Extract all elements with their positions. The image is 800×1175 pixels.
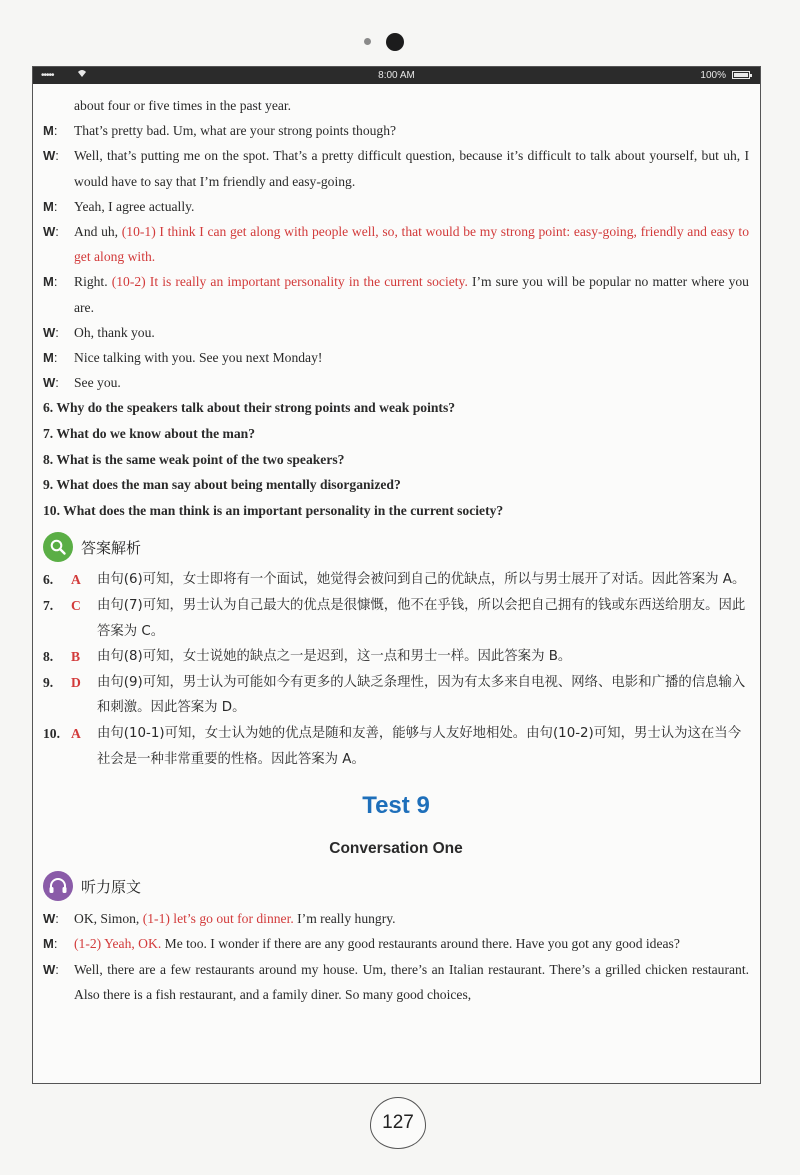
answer-explanation: 由句(10-1)可知，女士认为她的优点是随和友善，能够与人友好地相处。由句(10-2)可知，男士认为这在当今社会是一种非常重要的性格。因此答案为 A。	[97, 725, 742, 767]
dialogue-text	[74, 143, 749, 193]
answer-list	[43, 567, 749, 772]
status-time: 8:00 AM	[378, 70, 415, 81]
answer-item	[43, 670, 749, 721]
dialogue-line	[43, 957, 749, 1007]
speaker-label: W :	[43, 320, 74, 345]
speaker-label: W :	[43, 957, 74, 1007]
dialogue-line	[43, 118, 749, 143]
question-list	[43, 395, 749, 523]
battery-icon	[732, 71, 750, 79]
text-segment: Well, there are a few restaurants around my house. Um, there’s an Italian restaurant. There’s a grilled chicken restaurant. Also there is a fish restaurant, and a family diner. So many good choices,	[74, 961, 749, 1002]
dialogue-line	[43, 269, 749, 319]
transcript-section-title: 听力原文	[81, 877, 142, 896]
question-item: 10. What does the man think is an important personality in the current society?	[43, 502, 504, 518]
answer-item	[43, 644, 749, 670]
dialogue-text	[74, 93, 749, 118]
answer-number: 9.	[43, 674, 54, 690]
text-segment: I’m really hungry.	[293, 911, 396, 927]
text-segment: And uh,	[74, 224, 122, 240]
dialogue-top	[43, 93, 749, 395]
dialogue-bottom	[43, 906, 749, 1007]
dialogue-text	[74, 194, 749, 219]
dialogue-text	[74, 957, 749, 1007]
question-item: 7. What do we know about the man?	[43, 426, 255, 442]
speaker-label: M :	[43, 269, 74, 319]
device-camera	[0, 33, 800, 49]
speaker-label: M :	[43, 931, 74, 956]
dialogue-line	[43, 931, 749, 956]
text-segment: Nice talking with you. See you next Monday!	[74, 350, 323, 366]
camera-sensor-dot	[364, 38, 371, 45]
tablet-screen	[32, 66, 761, 1084]
text-segment: Right.	[74, 274, 112, 290]
signal-icon: •••••	[41, 70, 54, 81]
headphones-icon	[43, 871, 73, 901]
dialogue-line	[43, 93, 749, 118]
dialogue-line	[43, 219, 749, 269]
speaker-label	[43, 93, 74, 118]
question-item: 8. What is the same weak point of the two speakers?	[43, 451, 345, 467]
question-item: 6. Why do the speakers talk about their strong points and weak points?	[43, 400, 456, 416]
dialogue-line	[43, 906, 749, 931]
battery-percent: 100%	[700, 70, 726, 81]
page-content	[43, 93, 749, 1007]
text-segment: OK, Simon,	[74, 911, 143, 927]
speaker-label: M :	[43, 118, 74, 143]
answer-key: C	[71, 598, 81, 613]
answer-key: B	[71, 649, 81, 665]
dialogue-text	[74, 370, 749, 395]
answer-section-header	[43, 529, 749, 565]
text-segment: That’s pretty bad. Um, what are your strong points though?	[74, 123, 397, 139]
status-bar	[33, 67, 760, 84]
page-number: 127	[370, 1097, 426, 1149]
dialogue-text	[74, 269, 749, 319]
highlighted-text: (10-1) I think I can get along with people well, so, that would be my strong point: easy-going, friendly and easy to get along with.	[74, 224, 750, 265]
text-segment: I’m sure you will be popular no matter where you are.	[74, 274, 749, 315]
conversation-title: Conversation One	[329, 840, 463, 858]
dialogue-line	[43, 194, 749, 219]
highlighted-text: (1-1) let’s go out for dinner.	[142, 911, 294, 927]
text-segment: See you.	[74, 375, 121, 391]
answer-item	[43, 721, 749, 772]
text-segment: Well, that’s putting me on the spot. That’s a pretty difficult question, because it’s difficult to talk about yourself, but uh, I would have to say that I’m friendly and easy-going.	[74, 148, 749, 189]
speaker-label: W :	[43, 219, 74, 269]
answer-number: 8.	[43, 649, 54, 665]
transcript-section-header	[43, 868, 749, 904]
text-segment: Oh, thank you.	[74, 324, 155, 340]
question-item: 9. What does the man say about being mentally disorganized?	[43, 477, 401, 493]
answer-number: 6.	[43, 572, 54, 588]
dialogue-text	[74, 320, 749, 345]
text-segment: Yeah, I agree actually.	[74, 198, 195, 214]
answer-explanation: 由句(7)可知，男士认为自己最大的优点是很慷慨，他不在乎钱，所以会把自己拥有的钱或东西送给朋友。因此答案为 C。	[97, 598, 746, 639]
answer-explanation: 由句(6)可知，女士即将有一个面试，她觉得会被问到自己的优缺点，所以与男士展开了对话。因此答案为 A。	[97, 572, 746, 588]
speaker-label: M :	[43, 345, 74, 370]
answer-item	[43, 593, 749, 644]
highlighted-text: (1-2) Yeah, OK.	[74, 936, 162, 952]
answer-number: 7.	[43, 598, 54, 613]
camera-lens	[386, 33, 404, 51]
dialogue-line	[43, 143, 749, 193]
dialogue-text	[74, 345, 749, 370]
text-segment: Me too. I wonder if there are any good restaurants around there. Have you got any good ideas?	[161, 936, 680, 952]
dialogue-text	[74, 906, 749, 931]
dialogue-text	[74, 219, 749, 269]
dialogue-text	[74, 118, 749, 143]
speaker-label: W :	[43, 370, 74, 395]
answer-key: A	[71, 572, 81, 588]
answer-explanation: 由句(8)可知，女士说她的缺点之一是迟到，这一点和男士一样。因此答案为 B。	[97, 649, 572, 665]
answer-number: 10.	[43, 725, 60, 741]
dialogue-line	[43, 320, 749, 345]
dialogue-text	[74, 931, 749, 956]
answer-key: A	[71, 725, 81, 741]
text-segment: about four or five times in the past year.	[74, 98, 292, 113]
test-title: Test 9	[362, 792, 430, 820]
highlighted-text: (10-2) It is really an important personality in the current society.	[111, 274, 468, 290]
speaker-label: W :	[43, 906, 74, 931]
speaker-label: W :	[43, 143, 74, 193]
answer-item	[43, 567, 749, 593]
answer-key: D	[71, 674, 81, 690]
dialogue-line	[43, 345, 749, 370]
answer-section-title: 答案解析	[81, 538, 142, 557]
dialogue-line	[43, 370, 749, 395]
speaker-label: M :	[43, 194, 74, 219]
answer-explanation: 由句(9)可知，男士认为可能如今有更多的人缺乏条理性，因为有太多来自电视、网络、电影和广播的信息输入和刺激。因此答案为 D。	[97, 674, 746, 716]
magnifier-icon	[43, 532, 73, 562]
